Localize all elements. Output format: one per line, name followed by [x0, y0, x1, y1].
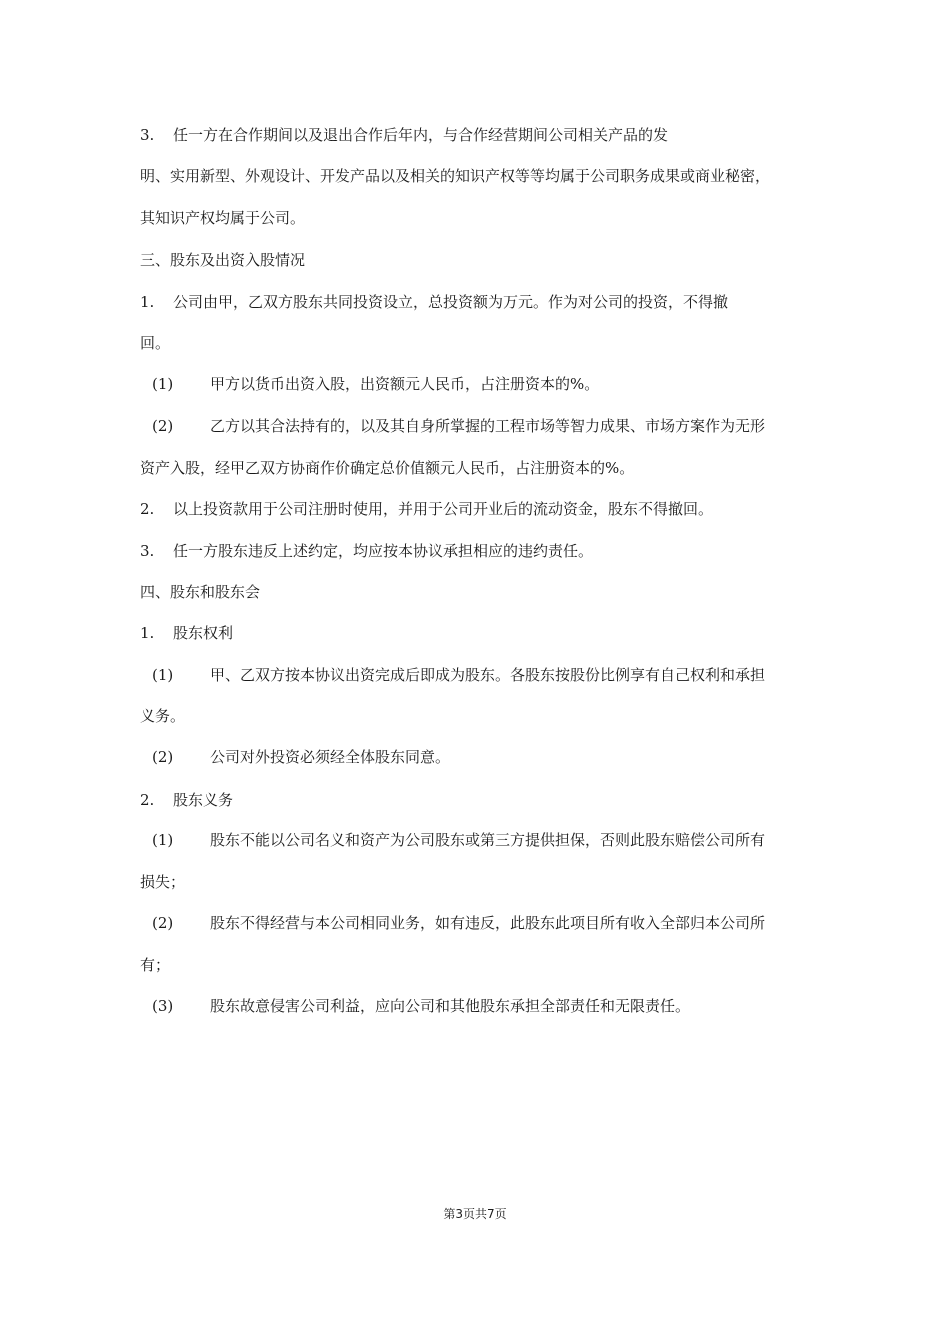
- item-number: (3): [152, 997, 174, 1015]
- line-text: 明、实用新型、外观设计、开发产品以及相关的知识产权等等均属于公司职务成果或商业秘密，: [140, 167, 771, 185]
- line-text: 甲、乙双方按本协议出资完成后即成为股东。各股东按股份比例享有自己权利和承担: [210, 666, 766, 684]
- line-text: 资产入股，经甲乙双方协商作价确定总价值额元人民币，占注册资本的%。: [140, 459, 635, 477]
- paragraph-line: [140, 333, 170, 353]
- item-number: 2.: [140, 500, 155, 518]
- paragraph-line: [140, 830, 765, 850]
- paragraph-line: [140, 913, 765, 933]
- paragraph-line: [140, 541, 593, 561]
- item-number: 3.: [140, 542, 155, 560]
- paragraph-line: [140, 665, 765, 685]
- paragraph-line: [140, 747, 450, 767]
- line-text: 乙方以其合法持有的，以及其自身所掌握的工程市场等智力成果、市场方案作为无形: [210, 417, 766, 435]
- paragraph-line: [140, 996, 690, 1016]
- line-text: 损失；: [140, 873, 186, 891]
- line-text: 公司对外投资必须经全体股东同意。: [210, 748, 451, 766]
- paragraph-line: [140, 374, 599, 394]
- paragraph-line: [140, 955, 170, 975]
- item-number: (2): [152, 748, 174, 766]
- paragraph-line: [140, 706, 185, 726]
- line-text: 股东义务: [173, 791, 234, 809]
- line-text: 任一方股东违反上述约定，均应按本协议承担相应的违约责任。: [173, 542, 594, 560]
- line-text: 股东不能以公司名义和资产为公司股东或第三方提供担保，否则此股东赔偿公司所有: [210, 831, 766, 849]
- item-number: 3.: [140, 126, 155, 144]
- section-heading: [140, 582, 260, 602]
- paragraph-line: [140, 499, 713, 519]
- line-text: 甲方以货币出资入股，出资额元人民币，占注册资本的%。: [210, 375, 600, 393]
- item-number: (1): [152, 375, 174, 393]
- paragraph-line: [140, 872, 185, 892]
- line-text: 任一方在合作期间以及退出合作后年内，与合作经营期间公司相关产品的发: [173, 126, 669, 144]
- paragraph-line: [140, 458, 634, 478]
- paragraph-line: [140, 292, 728, 312]
- item-number: (2): [152, 417, 174, 435]
- line-text: 有；: [140, 956, 171, 974]
- line-text: 以上投资款用于公司注册时使用，并用于公司开业后的流动资金，股东不得撤回。: [173, 500, 714, 518]
- paragraph-line: [140, 416, 765, 436]
- line-text: 回。: [140, 334, 171, 352]
- line-text: 公司由甲，乙双方股东共同投资设立，总投资额为万元。作为对公司的投资，不得撤: [173, 293, 729, 311]
- line-text: 股东权利: [173, 624, 234, 642]
- paragraph-line: [140, 125, 668, 145]
- line-text: 股东不得经营与本公司相同业务，如有违反，此股东此项目所有收入全部归本公司所: [210, 914, 766, 932]
- line-text: 三、股东及出资入股情况: [140, 251, 306, 269]
- item-number: (2): [152, 914, 174, 932]
- line-text: 义务。: [140, 707, 186, 725]
- item-number: 1.: [140, 293, 155, 311]
- paragraph-line: [140, 166, 770, 186]
- page-number-footer: 第3页共7页: [443, 1207, 507, 1221]
- item-number: 1.: [140, 624, 155, 642]
- line-text: 四、股东和股东会: [140, 583, 261, 601]
- item-number: (1): [152, 666, 174, 684]
- section-heading: [140, 250, 305, 270]
- paragraph-line: [140, 208, 305, 228]
- paragraph-line: [140, 623, 233, 643]
- item-number: (1): [152, 831, 174, 849]
- item-number: 2.: [140, 791, 155, 809]
- paragraph-line: [140, 790, 233, 810]
- line-text: 股东故意侵害公司利益，应向公司和其他股东承担全部责任和无限责任。: [210, 997, 691, 1015]
- line-text: 其知识产权均属于公司。: [140, 209, 306, 227]
